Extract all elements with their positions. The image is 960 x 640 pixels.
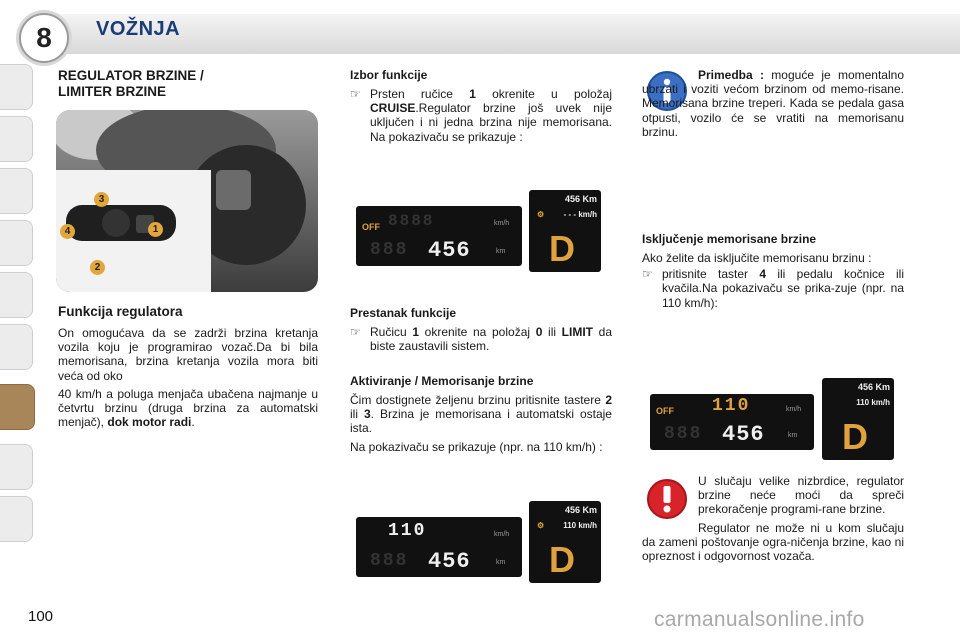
unit-km: km — [496, 559, 506, 566]
speedometer-icon: ⚙ — [537, 521, 545, 530]
speed-value-flashing: 110 — [712, 396, 751, 416]
section-title-line: LIMITER BRZINE — [58, 84, 166, 99]
text: okrenite na položaj — [419, 325, 536, 339]
text: 40 km/h a poluga menjača ubačena najmanje u četvrtu brzinu (druga brzina za automatski menjač), — [58, 386, 318, 430]
speed-readout: 110 km/h — [856, 398, 890, 407]
text: .Regulator brzine još uvek nije uključen i ni jedna brzina nije memorisana. Na pokazivaču se prikazuje : — [370, 101, 612, 144]
unit-kmh: km/h — [786, 406, 802, 413]
off-label: OFF — [656, 406, 674, 416]
bold-text: 0 — [535, 325, 543, 339]
izbor-section — [350, 68, 612, 144]
odometer-value: 456 — [722, 422, 765, 447]
side-tab[interactable] — [0, 116, 33, 162]
segment-row: 8888 — [388, 212, 435, 230]
segment-row: 888 — [370, 240, 409, 260]
callout-2: 2 — [90, 260, 105, 275]
hand-pointer-icon: ☞ — [642, 267, 653, 282]
prestanak-title: Prestanak funkcije — [350, 306, 457, 320]
text: da biste zaustavili sistem. — [370, 325, 612, 354]
unit-km: km — [788, 432, 798, 439]
callout-1: 1 — [148, 222, 163, 237]
km-readout: 456 Km — [857, 382, 890, 392]
cluster-display-1 — [356, 206, 522, 266]
text: Čim dostignete željenu brzinu pritisnite tastere — [350, 393, 606, 407]
text: ili — [542, 325, 562, 339]
bold-text: dok motor radi — [107, 415, 192, 430]
bold-text: LIMIT — [561, 325, 593, 339]
speed-readout: 110 km/h — [563, 521, 597, 530]
text: ili pedalu kočnice ili kvačila.Na pokazivaču se prika-zuje (npr. na 110 km/h): — [662, 267, 904, 310]
cluster-screen-3 — [822, 378, 894, 460]
side-tab[interactable] — [0, 272, 33, 318]
text: . — [191, 415, 195, 430]
paragraph: Regulator ne može ni u kom slučaju da zameni poštovanje ogra-ničenja brzine, kao ni opreznost i odgovornost vozača. — [642, 520, 904, 564]
note-paragraph — [642, 68, 904, 139]
chapter-title: VOŽNJA — [96, 18, 181, 40]
segment-row: 888 — [370, 551, 409, 571]
paragraph: U slučaju velike nizbrdice, regulator brzine neće moći da spreči prekoračenje programi-rane brzine. — [698, 474, 904, 517]
gear-indicator: D — [549, 228, 575, 269]
stalk-photo — [56, 110, 318, 292]
bold-text: 4 — [759, 267, 767, 282]
section-title-line: REGULATOR BRZINE / — [58, 68, 204, 83]
izbor-title: Izbor funkcije — [350, 68, 428, 82]
side-tab[interactable] — [0, 168, 33, 214]
side-tab[interactable] — [0, 496, 33, 542]
hand-pointer-icon: ☞ — [350, 87, 361, 101]
speed-readout: - - - km/h — [563, 210, 597, 219]
paragraph: Ako želite da isključite memorisanu brzinu : — [642, 251, 872, 265]
cluster-display-3 — [650, 394, 814, 450]
bold-text: 1 — [412, 325, 420, 339]
cluster-screen-2 — [529, 501, 601, 583]
left-body — [58, 326, 318, 429]
text: moguće je momentalno ubrzati i voziti većom brzinom od memo-risane. Memorisana brzine treperi. Kada se pedala gasa otpusti, vozilo će se vratiti na memorisanu brzinu. — [642, 68, 904, 139]
segment-row: 888 — [664, 424, 703, 444]
speedometer-icon: ⚙ — [537, 210, 545, 219]
paragraph: Na pokazivaču se prikazuje (npr. na 110 km/h) : — [350, 439, 603, 454]
chapter-side-tabs — [0, 64, 34, 576]
iskljucenje-bullet — [642, 267, 904, 310]
side-tab[interactable] — [0, 444, 33, 490]
text: ili — [350, 407, 364, 422]
cluster-display-2 — [356, 517, 522, 577]
text: okrenite u položaj — [475, 87, 612, 101]
bold-text: 3 — [363, 407, 371, 422]
side-tab[interactable] — [0, 324, 33, 370]
gear-indicator: D — [842, 416, 868, 457]
paragraph — [58, 387, 318, 430]
warning-section — [642, 474, 904, 563]
note-title: Primedba : — [698, 68, 764, 82]
prestanak-bullet — [350, 325, 612, 353]
aktiv-section — [350, 374, 612, 454]
km-readout: 456 Km — [564, 194, 597, 204]
bold-text: 1 — [469, 87, 476, 101]
text: . Brzina je memorisana i automatski ostaje ista. — [350, 407, 612, 436]
off-label: OFF — [362, 222, 380, 232]
callout-3: 3 — [94, 192, 109, 207]
odometer-value: 456 — [428, 549, 471, 574]
km-readout: 456 Km — [564, 505, 597, 515]
cluster-screen-1 — [529, 190, 601, 272]
prestanak-section — [350, 306, 612, 353]
side-tab-active[interactable] — [0, 384, 35, 430]
gear-indicator: D — [549, 539, 575, 580]
bold-text: 2 — [605, 393, 612, 407]
hand-pointer-icon: ☞ — [350, 325, 361, 339]
text: Ručicu — [370, 325, 413, 339]
paragraph: On omogućava da se zadrži brzina kretanja vozila koju je programirao vozač.Da bi bila memorisana, brzina kretanja vozila mora biti veća od oko — [58, 326, 318, 383]
paragraph — [350, 393, 612, 436]
izbor-bullet — [350, 87, 612, 144]
iskljucenje-title: Isključenje memorisane brzine — [642, 232, 817, 246]
text: pritisnite taster — [662, 267, 760, 282]
aktiv-title: Aktiviranje / Memorisanje brzine — [350, 374, 534, 388]
subsection-title: Funkcija regulatora — [58, 304, 183, 319]
text: Prsten ručice — [370, 87, 470, 101]
speed-value: 110 — [388, 521, 427, 541]
callout-4: 4 — [60, 224, 75, 239]
iskljucenje-section — [642, 232, 904, 310]
section-title — [58, 68, 204, 100]
odometer-value: 456 — [428, 238, 471, 263]
chapter-number-badge: 8 — [19, 13, 69, 63]
note-section — [642, 68, 904, 139]
unit-kmh: km/h — [494, 531, 510, 538]
bold-text: CRUISE — [370, 101, 416, 116]
side-tab[interactable] — [0, 220, 33, 266]
side-tab[interactable] — [0, 64, 33, 110]
unit-kmh: km/h — [494, 220, 510, 227]
page-number: 100 — [28, 608, 54, 625]
watermark: carmanualsonline.info — [654, 608, 865, 631]
unit-km: km — [496, 248, 506, 255]
